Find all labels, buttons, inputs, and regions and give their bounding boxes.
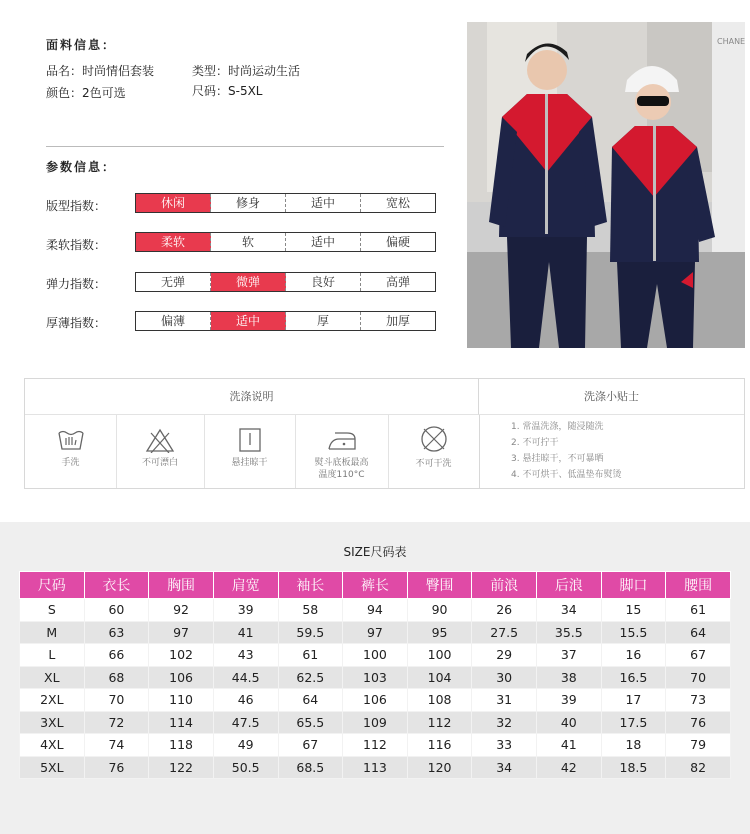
scale-option: 宽松 [385,196,410,210]
size-label-cell: 2XL [20,689,85,712]
product-color: 颜色：2色可选 [46,86,126,100]
measurement-cell: 33 [472,734,537,757]
tip-item: 4. 不可烘干、低温垫布熨烫 [511,470,622,480]
param-label-softness: 柔软指数： [46,238,107,252]
scale-option: 柔软 [136,233,211,251]
measurement-cell: 65.5 [278,711,343,734]
scale-option: 适中 [286,233,361,251]
measurement-cell: 17.5 [601,711,666,734]
scale-option: 休闲 [136,194,211,212]
scale-option: 偏薄 [136,312,211,330]
measurement-cell: 38 [537,666,602,689]
scale-option: 偏硬 [385,235,410,249]
wash-item-no-dry-clean [388,415,480,488]
measurement-cell: 61 [666,599,731,622]
table-row [20,756,731,779]
measurement-cell: 122 [149,756,214,779]
measurement-cell: 92 [149,599,214,622]
measurement-cell: 113 [343,756,408,779]
wash-label: 熨斗底板最高 [314,458,369,468]
couple-tracksuit-illustration [467,22,745,348]
header-cell: 前浪 [472,572,537,599]
measurement-cell: 74 [84,734,149,757]
measurement-cell: 40 [537,711,602,734]
shop-sign: CHANE [717,37,745,46]
scale-softness [135,232,436,252]
measurement-cell: 27.5 [472,621,537,644]
wash-heading: 洗涤说明 [229,390,274,403]
tips-heading: 洗涤小贴士 [584,390,639,403]
wash-label-line2: 温度110°C [318,470,365,480]
size-table-header [20,572,731,599]
measurement-cell: 15 [601,599,666,622]
scale-thickness [135,311,436,331]
size-label-cell: 5XL [20,756,85,779]
tip-item: 2. 不可拧干 [511,438,559,448]
header-cell: 衣长 [84,572,149,599]
measurement-cell: 41 [213,621,278,644]
header-cell: 裤长 [343,572,408,599]
param-label-elasticity: 弹力指数： [46,277,107,291]
measurement-cell: 112 [407,711,472,734]
wash-label: 不可漂白 [141,458,178,468]
measurement-cell: 17 [601,689,666,712]
measurement-cell: 64 [278,689,343,712]
hand-wash-icon [56,427,86,453]
size-label-cell: 4XL [20,734,85,757]
wash-item-hang-dry [204,415,296,488]
scale-option: 高弹 [385,275,410,289]
param-label-thickness: 厚薄指数： [46,316,107,330]
wash-item-iron [295,415,389,488]
header-cell: 臀围 [407,572,472,599]
measurement-cell: 31 [472,689,537,712]
measurement-cell: 39 [537,689,602,712]
table-row [20,734,731,757]
measurement-cell: 26 [472,599,537,622]
measurement-cell: 76 [84,756,149,779]
measurement-cell: 34 [537,599,602,622]
scale-option: 适中 [286,194,361,212]
measurement-cell: 62.5 [278,666,343,689]
measurement-cell: 42 [537,756,602,779]
header-cell: 腰围 [666,572,731,599]
measurement-cell: 67 [666,644,731,667]
measurement-cell: 32 [472,711,537,734]
measurement-cell: 100 [343,644,408,667]
measurement-cell: 104 [407,666,472,689]
hang-dry-icon [235,427,265,453]
size-table-body [20,599,731,779]
size-table [19,571,731,779]
measurement-cell: 39 [213,599,278,622]
measurement-cell: 18 [601,734,666,757]
measurement-cell: 108 [407,689,472,712]
params-heading: 参数信息： [46,160,117,174]
measurement-cell: 66 [84,644,149,667]
measurement-cell: 60 [84,599,149,622]
measurement-cell: 68.5 [278,756,343,779]
table-row [20,666,731,689]
divider [46,146,444,147]
measurement-cell: 34 [472,756,537,779]
measurement-cell: 95 [407,621,472,644]
header-cell: 袖长 [278,572,343,599]
measurement-cell: 41 [537,734,602,757]
measurement-cell: 94 [343,599,408,622]
product-size: 尺码：S-5XL [192,84,263,98]
scale-fit [135,193,436,213]
measurement-cell: 97 [343,621,408,644]
measurement-cell: 106 [343,689,408,712]
fabric-heading: 面料信息： [46,38,117,52]
measurement-cell: 61 [278,644,343,667]
product-type: 类型：时尚运动生活 [192,64,301,78]
table-row [20,599,731,622]
wash-item-no-bleach [116,415,205,488]
scale-option: 厚 [286,312,361,330]
product-photo [467,22,745,348]
measurement-cell: 118 [149,734,214,757]
measurement-cell: 70 [84,689,149,712]
measurement-cell: 37 [537,644,602,667]
measurement-cell: 59.5 [278,621,343,644]
measurement-cell: 49 [213,734,278,757]
measurement-cell: 120 [407,756,472,779]
measurement-cell: 29 [472,644,537,667]
measurement-cell: 67 [278,734,343,757]
measurement-cell: 43 [213,644,278,667]
measurement-cell: 76 [666,711,731,734]
measurement-cell: 64 [666,621,731,644]
scale-option: 良好 [286,273,361,291]
measurement-cell: 103 [343,666,408,689]
table-row [20,689,731,712]
scale-option: 微弹 [211,273,286,291]
tip-item: 3. 悬挂晾干，不可暴晒 [511,454,604,464]
table-row [20,711,731,734]
size-label-cell: M [20,621,85,644]
wash-label: 手洗 [61,458,80,468]
wash-instructions-panel [24,378,745,489]
header-cell: 尺码 [20,572,85,599]
measurement-cell: 106 [149,666,214,689]
header-cell: 肩宽 [213,572,278,599]
measurement-cell: 46 [213,689,278,712]
measurement-cell: 82 [666,756,731,779]
measurement-cell: 100 [407,644,472,667]
measurement-cell: 18.5 [601,756,666,779]
scale-option: 无弹 [136,273,211,291]
wash-head-right [479,379,744,415]
measurement-cell: 35.5 [537,621,602,644]
wash-tips-list [511,419,621,483]
measurement-cell: 47.5 [213,711,278,734]
size-label-cell: 3XL [20,711,85,734]
measurement-cell: 116 [407,734,472,757]
size-label-cell: S [20,599,85,622]
measurement-cell: 68 [84,666,149,689]
scale-option: 软 [211,233,286,251]
no-dry-clean-icon [419,424,449,454]
wash-label: 不可干洗 [415,459,452,469]
wash-head-left [25,379,479,415]
tip-item: 1. 常温洗涤，随浸随洗 [511,422,604,432]
measurement-cell: 70 [666,666,731,689]
header-cell: 胸围 [149,572,214,599]
table-row [20,621,731,644]
product-name: 品名：时尚情侣套装 [46,64,155,78]
size-label-cell: XL [20,666,85,689]
header-cell: 后浪 [537,572,602,599]
measurement-cell: 44.5 [213,666,278,689]
measurement-cell: 50.5 [213,756,278,779]
scale-option: 适中 [211,312,286,330]
measurement-cell: 15.5 [601,621,666,644]
wash-item-hand-wash [25,415,117,488]
table-row [20,644,731,667]
scale-elasticity [135,272,436,292]
size-label-cell: L [20,644,85,667]
measurement-cell: 16.5 [601,666,666,689]
measurement-cell: 114 [149,711,214,734]
iron-icon [325,427,359,453]
measurement-cell: 90 [407,599,472,622]
measurement-cell: 79 [666,734,731,757]
size-chart-title: SIZE尺码表 [343,545,407,559]
measurement-cell: 73 [666,689,731,712]
measurement-cell: 97 [149,621,214,644]
measurement-cell: 110 [149,689,214,712]
measurement-cell: 72 [84,711,149,734]
measurement-cell: 109 [343,711,408,734]
scale-option: 加厚 [385,314,410,328]
measurement-cell: 112 [343,734,408,757]
wash-label: 悬挂晾干 [231,458,268,468]
no-bleach-icon [145,427,175,453]
header-cell: 脚口 [601,572,666,599]
measurement-cell: 63 [84,621,149,644]
measurement-cell: 102 [149,644,214,667]
measurement-cell: 30 [472,666,537,689]
measurement-cell: 16 [601,644,666,667]
param-label-fit: 版型指数： [46,199,107,213]
scale-option: 修身 [211,194,286,212]
measurement-cell: 58 [278,599,343,622]
